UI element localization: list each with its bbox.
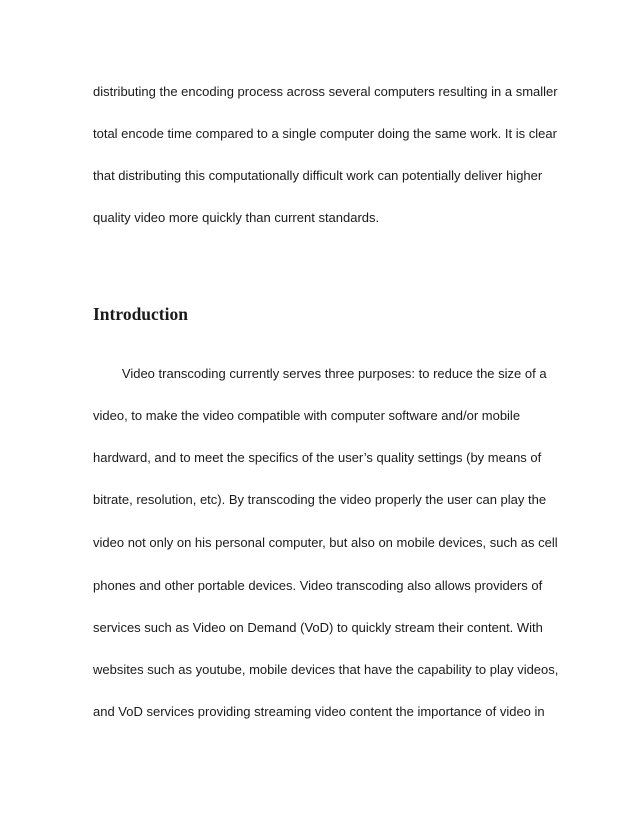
paragraph-2-line-4: bitrate, resolution, etc). By transcoding the video properly the user can play the [93, 492, 547, 507]
paragraph-1-line-3: that distributing this computationally difficult work can potentially deliver higher [93, 168, 543, 183]
paragraph-2-line-3: hardward, and to meet the specifics of the user’s quality settings (by means of [93, 450, 542, 465]
paragraph-2-line-2: video, to make the video compatible with computer software and/or mobile [93, 408, 521, 423]
paragraph-2-line-1: Video transcoding currently serves three purposes: to reduce the size of a [93, 366, 547, 381]
section-heading-introduction: Introduction [93, 304, 188, 324]
paragraph-1-line-4: quality video more quickly than current standards. [93, 210, 380, 225]
paragraph-1-line-2: total encode time compared to a single computer doing the same work. It is clear [93, 126, 557, 141]
paragraph-2-line-6: phones and other portable devices. Video transcoding also allows providers of [93, 578, 543, 593]
paragraph-2-line-5: video not only on his personal computer, but also on mobile devices, such as cell [93, 535, 558, 550]
paragraph-2-line-9: and VoD services providing streaming video content the importance of video in [93, 704, 545, 719]
paragraph-2-line-7: services such as Video on Demand (VoD) to quickly stream their content. With [93, 620, 543, 635]
paragraph-1-line-1: distributing the encoding process across several computers resulting in a smaller [93, 84, 558, 99]
paragraph-2-line-8: websites such as youtube, mobile devices that have the capability to play videos, [93, 662, 559, 677]
